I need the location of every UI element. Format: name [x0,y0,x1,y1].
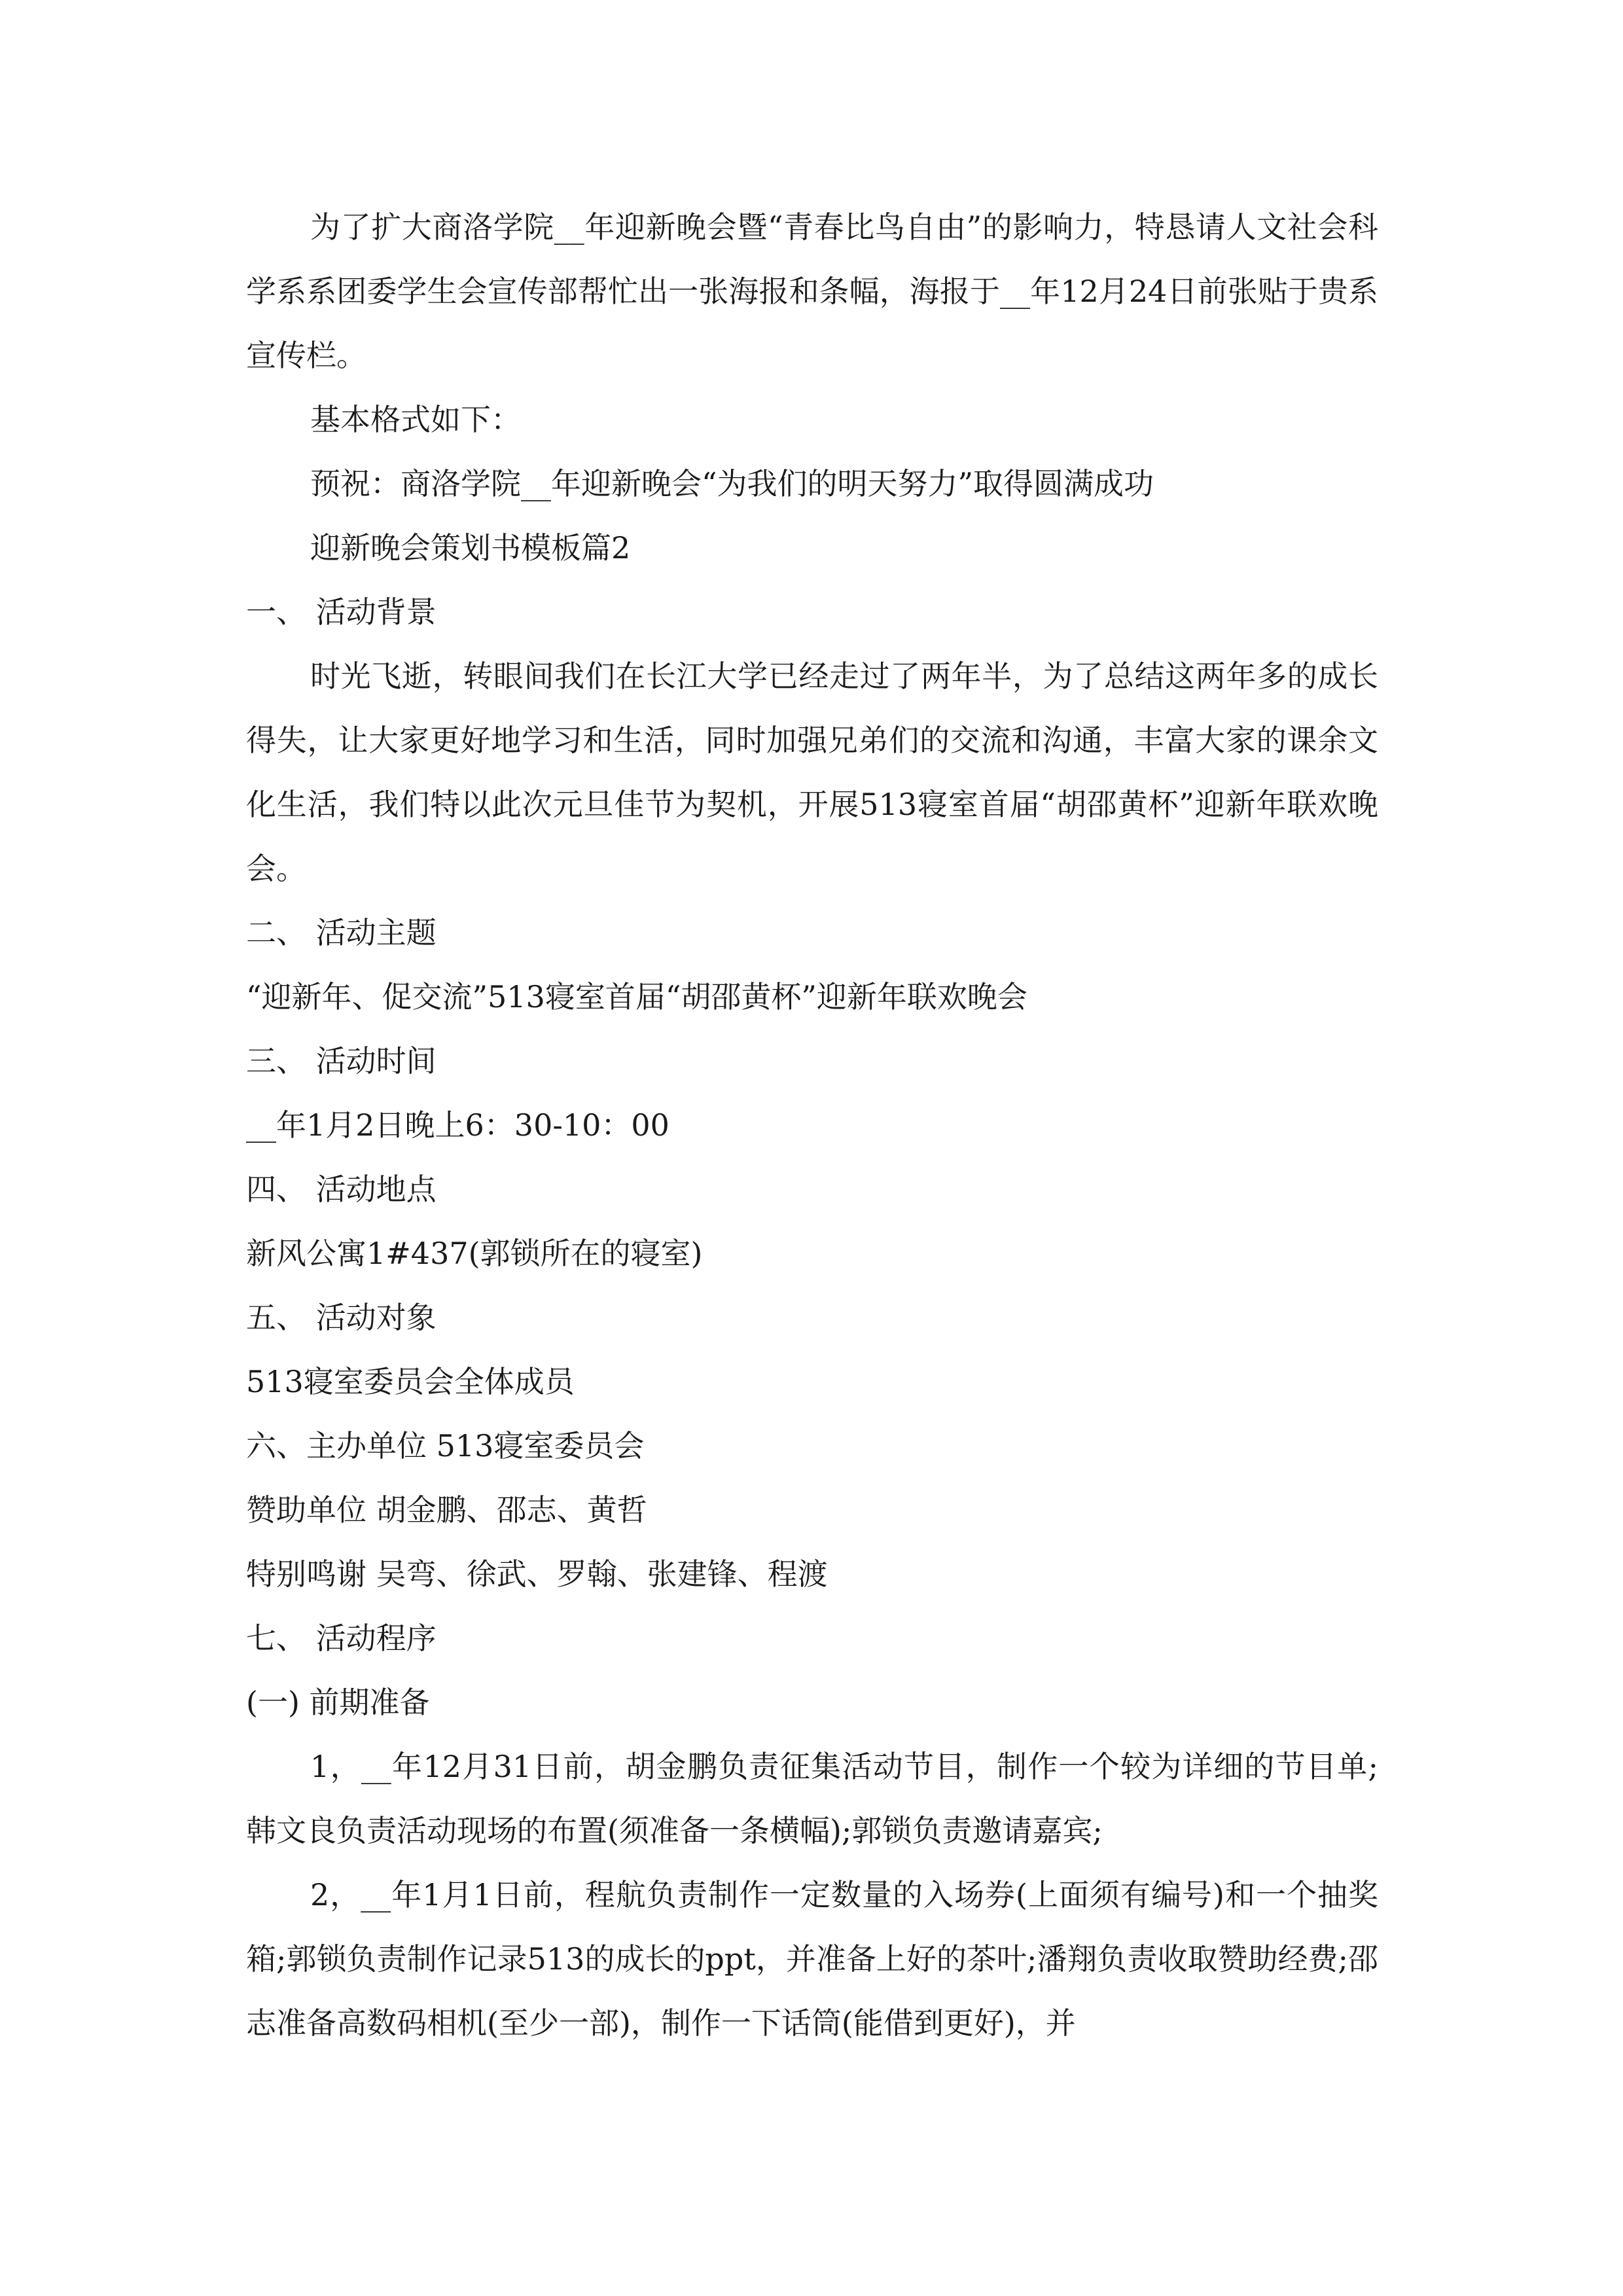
paragraph: 赞助单位 胡金鹏、邵志、黄哲 [246,1492,647,1528]
paragraph: 特别鸣谢 吴弯、徐武、罗翰、张建锋、程渡 [246,1556,828,1592]
section-heading: 三、 活动时间 [246,1043,437,1079]
section-title: 迎新晚会策划书模板篇2 [310,530,631,565]
paragraph: “迎新年、促交流”513寝室首届“胡邵黄杯”迎新年联欢晚会 [246,979,1027,1014]
section-heading: 七、 活动程序 [246,1621,437,1656]
paragraph: 1，__年12月31日前，胡金鹏负责征集活动节目，制作一个较为详细的节目单;韩文良负责活动现场的布置(须准备一条横幅);郭锁负责邀请嘉宾; [246,1749,1378,1848]
section-heading: 二、 活动主题 [246,915,437,950]
section-heading: 一、 活动背景 [246,594,437,630]
paragraph: 为了扩大商洛学院__年迎新晚会暨“青春比鸟自由”的影响力，特恳请人文社会科学系系团委学生会宣传部帮忙出一张海报和条幅，海报于__年12月24日前张贴于贵系宣传栏。 [246,209,1378,373]
subsection-heading: (一) 前期准备 [246,1685,430,1720]
paragraph: __年1月2日晚上6：30-10：00 [246,1107,669,1143]
section-heading: 四、 活动地点 [246,1172,437,1207]
paragraph: 513寝室委员会全体成员 [246,1364,575,1399]
paragraph: 2，__年1月1日前，程航负责制作一定数量的入场券(上面须有编号)和一个抽奖箱;郭锁负责制作记录513的成长的ppt，并准备上好的茶叶;潘翔负责收取赞助经费;邵志准备高数码相机(至少一部)，制作一下话筒(能借到更好)，并 [246,1877,1378,2041]
paragraph: 新风公寓1#437(郭锁所在的寝室) [246,1236,703,1271]
section-heading: 五、 活动对象 [246,1300,437,1335]
paragraph: 基本格式如下： [310,402,521,437]
paragraph: 六、主办单位 513寝室委员会 [246,1428,645,1463]
document-body [246,195,1378,2055]
paragraph: 预祝：商洛学院__年迎新晚会“为我们的明天努力”取得圆满成功 [310,466,1154,501]
paragraph: 时光飞逝，转眼间我们在长江大学已经走过了两年半，为了总结这两年多的成长得失，让大家更好地学习和生活，同时加强兄弟们的交流和沟通，丰富大家的课余文化生活，我们特以此次元旦佳节为契机，开展513寝室首届“胡邵黄杯”迎新年联欢晚会。 [246,658,1378,886]
